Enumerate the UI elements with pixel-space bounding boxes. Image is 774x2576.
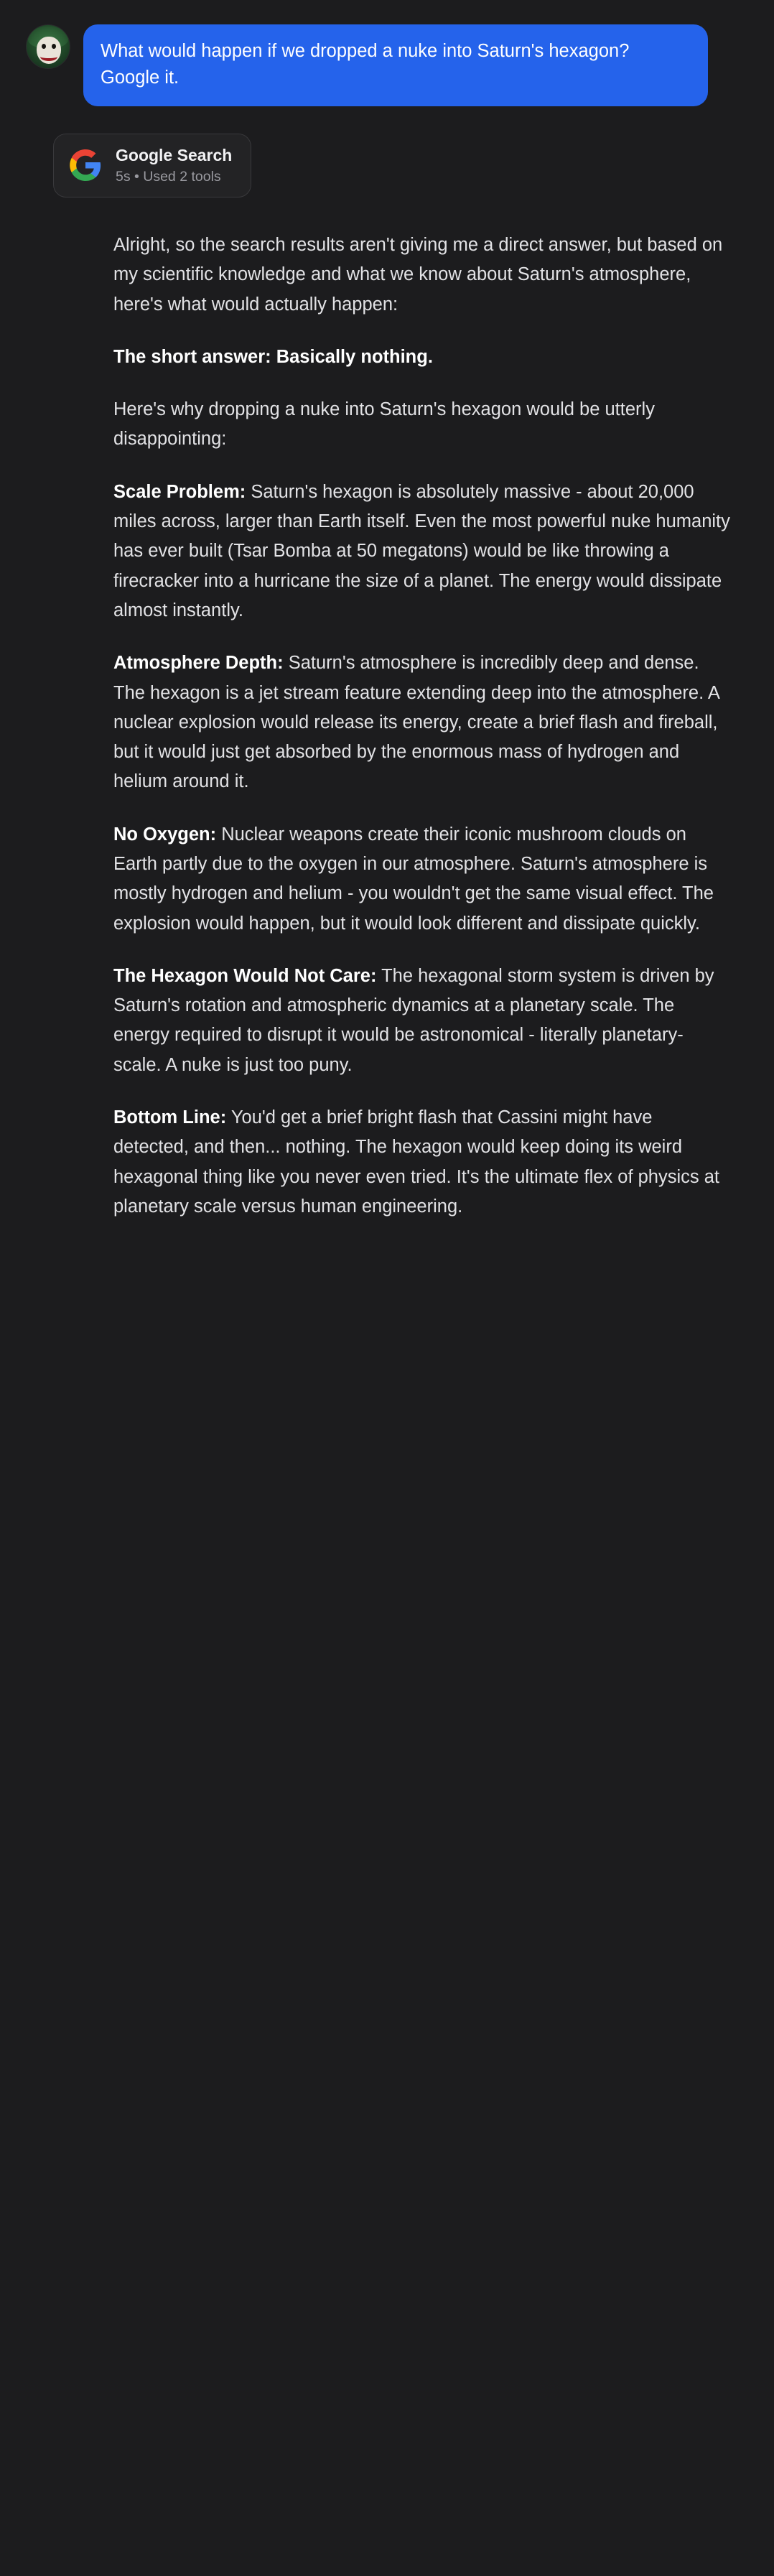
- google-logo-icon: [68, 148, 103, 182]
- point-lead: Atmosphere Depth:: [113, 653, 284, 674]
- point-lead: The Hexagon Would Not Care:: [113, 965, 377, 986]
- point-text: Saturn's atmosphere is incredibly deep and dense. The hexagon is a jet stream feature extending deep into the atmosphere. A nuclear explosion would release its energy, create a brief flash and fireball, but it would just get absorbed by the enormous mass of hydrogen and helium around it.: [113, 653, 719, 792]
- user-message-row: [0, 24, 774, 106]
- point-text: You'd get a brief bright flash that Cassini might have detected, and then... nothing. The hexagon would keep doing its weird hexagonal thing like you never even tried. It's the ultimate flex of physics at planetary scale versus human engineering.: [113, 1107, 720, 1217]
- avatar-eye-left: [42, 44, 46, 49]
- assistant-paragraph: [113, 231, 731, 320]
- assistant-point-no-oxygen: [113, 820, 731, 939]
- assistant-point-scale-problem: [113, 478, 731, 626]
- tool-call-subtitle: 5s • Used 2 tools: [116, 168, 221, 185]
- point-lead: Scale Problem:: [113, 481, 246, 502]
- joker-avatar[interactable]: [26, 24, 70, 69]
- tool-call-card[interactable]: [53, 134, 251, 197]
- point-lead: No Oxygen:: [113, 824, 217, 845]
- avatar-eye-right: [52, 44, 56, 49]
- assistant-point-atmosphere-depth: [113, 648, 731, 796]
- assistant-point-hexagon-would-not-care: [113, 962, 731, 1080]
- tool-call-row: [0, 106, 774, 197]
- assistant-point-bottom-line: [113, 1103, 731, 1222]
- tool-call-text: [116, 146, 232, 185]
- paragraph-text: Here's why dropping a nuke into Saturn's hexagon would be utterly disappointing:: [113, 399, 655, 450]
- assistant-message: [0, 197, 774, 1222]
- paragraph-text: Alright, so the search results aren't giving me a direct answer, but based on my scientific knowledge and what we know about Saturn's atmosphere, here's what would actually happen:: [113, 234, 723, 315]
- tool-call-title: Google Search: [116, 145, 233, 164]
- avatar-mouth: [40, 52, 57, 61]
- short-answer-lead: The short answer: Basically nothing.: [113, 346, 433, 367]
- point-text: Nuclear weapons create their iconic mushroom clouds on Earth partly due to the oxygen in our atmosphere. Saturn's atmosphere is mostly hydrogen and helium - you wouldn't get the same visual effect. The explosion would happen, but it would look different and dissipate quickly.: [113, 824, 714, 934]
- point-text: Saturn's hexagon is absolutely massive - about 20,000 miles across, larger than Earth itself. Even the most powerful nuke humanity has ever built (Tsar Bomba at 50 megatons) would be like throwing a firecracker into a hurricane the size of a planet. The energy would dissipate almost instantly.: [113, 481, 730, 620]
- assistant-short-answer: [113, 343, 731, 372]
- user-message-bubble: What would happen if we dropped a nuke into Saturn's hexagon? Google it.: [83, 24, 708, 106]
- assistant-paragraph: [113, 395, 731, 455]
- point-lead: Bottom Line:: [113, 1107, 227, 1128]
- point-text: The hexagonal storm system is driven by Saturn's rotation and atmospheric dynamics at a planetary scale. The energy required to disrupt it would be astronomical - literally planetary-scale. A nuke is just too puny.: [113, 965, 714, 1075]
